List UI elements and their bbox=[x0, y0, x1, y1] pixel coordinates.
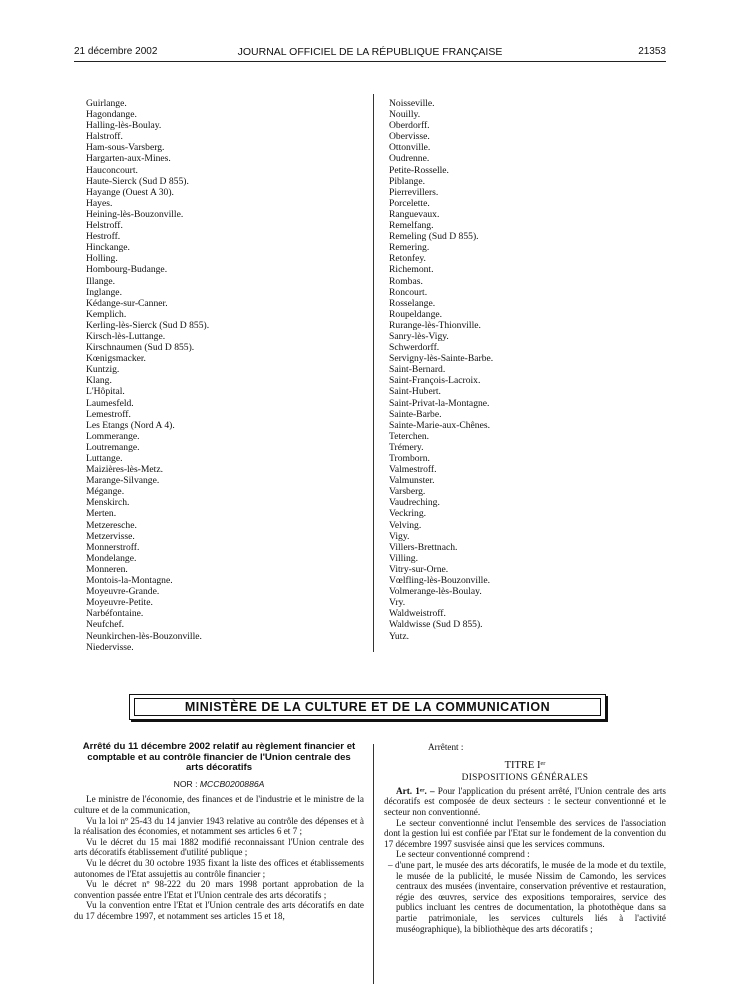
visa-paragraph: Vu la convention entre l'Etat et l'Union centrale des arts décoratifs en date du 17 décembre 1997, et notamment ses articles 15 et 18, bbox=[74, 900, 364, 921]
column-divider-bottom bbox=[373, 744, 374, 984]
commune-item: Luttange. bbox=[86, 453, 123, 464]
arretent-label: Arrêtent : bbox=[428, 742, 464, 752]
commune-item: Saint-Hubert. bbox=[389, 386, 441, 398]
commune-item: Pierrevillers. bbox=[389, 186, 439, 198]
commune-item: Oberdorff. bbox=[389, 120, 430, 132]
commune-item: Petite-Rosselle. bbox=[389, 164, 449, 176]
commune-item: Menskirch. bbox=[86, 497, 130, 509]
commune-item: Illange. bbox=[86, 275, 116, 287]
arrete-left-column bbox=[74, 742, 364, 922]
commune-item: Retonfey. bbox=[389, 253, 426, 265]
nor-reference bbox=[74, 779, 364, 790]
commune-item: Teterchen. bbox=[389, 430, 430, 442]
commune-item: Metzeresche. bbox=[86, 519, 137, 531]
page-number: 21353 bbox=[638, 46, 666, 57]
commune-item: Hombourg-Budange. bbox=[86, 264, 168, 276]
visas-block bbox=[74, 794, 364, 921]
commune-item: Sainte-Barbe. bbox=[389, 408, 442, 420]
commune-item: Richemont. bbox=[389, 264, 434, 276]
commune-item: Neunkirchen-lès-Bouzonville. bbox=[86, 630, 202, 642]
commune-item: Rombas. bbox=[389, 275, 423, 287]
commune-item: Klang. bbox=[86, 375, 112, 387]
commune-item: Monneren. bbox=[86, 563, 128, 575]
commune-item: Kirschnaumen (Sud D 855). bbox=[86, 342, 195, 354]
commune-item: Hauconcourt. bbox=[86, 164, 138, 176]
commune-item: Noisseville. bbox=[389, 98, 435, 109]
commune-item: Moyeuvre-Grande. bbox=[86, 586, 160, 598]
visa-paragraph: Vu le décret nº 98-222 du 20 mars 1998 portant approbation de la convention passée entre l'Etat et l'Union centrale des arts décoratifs ; bbox=[74, 879, 364, 900]
commune-item: Volmerange-lès-Boulay. bbox=[389, 586, 482, 598]
commune-item: Guirlange. bbox=[86, 98, 127, 109]
column-divider-top bbox=[373, 94, 374, 652]
header-date: 21 décembre 2002 bbox=[74, 46, 158, 57]
commune-item: Halling-lès-Boulay. bbox=[86, 120, 162, 132]
commune-item: Remelfang. bbox=[389, 220, 434, 232]
commune-item: Hinckange. bbox=[86, 242, 130, 254]
article-1-paragraph bbox=[384, 786, 666, 818]
commune-item: Vry. bbox=[389, 597, 406, 609]
commune-item: Helstroff. bbox=[86, 220, 123, 232]
commune-item: Hestroff. bbox=[86, 231, 121, 243]
commune-item: Hayes. bbox=[86, 197, 113, 209]
commune-item: Merten. bbox=[86, 508, 117, 520]
visa-paragraph: Vu le décret du 30 octobre 1935 fixant la liste des offices et établissements autonomes de l'Etat assujettis au contrôle financier ; bbox=[74, 857, 364, 879]
commune-item: Vigy. bbox=[389, 530, 410, 542]
arrete-title: Arrêté du 11 décembre 2002 relatif au règlement financier et comptable et au contrôle financier de l'Union centrale des arts décoratifs bbox=[82, 741, 356, 774]
commune-item: Moyeuvre-Petite. bbox=[86, 597, 153, 609]
commune-item: Obervisse. bbox=[389, 131, 430, 143]
commune-item: Tromborn. bbox=[389, 453, 430, 464]
dash-item-musees: – d'une part, le musée des arts décoratifs, le musée de la mode et du textile, le musée de la publicité, le musée Nissim de Camondo, les services centraux des musées (inventaire, conservation préventive et restauration, régie des œuvres, service des expositions temporaires, service des publics incluant les centres de documentation, la photothèque dans sa partie patrimoniale, les services culturels liés à l'activité muséographique), la bibliothèque des arts décoratifs ; bbox=[388, 859, 666, 934]
commune-item: Yutz. bbox=[389, 630, 409, 642]
commune-item: Ottonville. bbox=[389, 142, 431, 154]
commune-item: Ham-sous-Varsberg. bbox=[86, 142, 165, 154]
commune-item: Vaudreching. bbox=[389, 497, 440, 509]
commune-item: Halstroff. bbox=[86, 131, 123, 143]
arrete-right-column bbox=[384, 742, 666, 934]
commune-item: Inglange. bbox=[86, 286, 122, 298]
commune-item: Saint-Privat-la-Montagne. bbox=[389, 397, 490, 409]
commune-item: Servigny-lès-Sainte-Barbe. bbox=[389, 353, 494, 365]
commune-item: Lommerange. bbox=[86, 430, 140, 442]
commune-item: Les Etangs (Nord A 4). bbox=[86, 419, 175, 431]
commune-item: Kédange-sur-Canner. bbox=[86, 297, 168, 309]
ministry-banner bbox=[129, 694, 606, 720]
journal-title: JOURNAL OFFICIEL DE LA RÉPUBLIQUE FRANÇAISE bbox=[237, 46, 503, 58]
dispositions-heading: DISPOSITIONS GÉNÉRALES bbox=[461, 773, 589, 784]
commune-item: Kœnigsmacker. bbox=[86, 353, 146, 365]
commune-item: Schwerdorff. bbox=[389, 342, 440, 354]
commune-item: Metzervisse. bbox=[86, 530, 135, 542]
page-header bbox=[74, 46, 666, 60]
commune-item: Kerling-lès-Sierck (Sud D 855). bbox=[86, 319, 210, 331]
commune-item: Holling. bbox=[86, 253, 118, 265]
commune-item: Mondelange. bbox=[86, 552, 137, 564]
commune-item: Ranguevaux. bbox=[389, 208, 440, 220]
commune-item: Varsberg. bbox=[389, 486, 426, 498]
commune-item: Roncourt. bbox=[389, 286, 428, 298]
commune-item: Kirsch-lès-Luttange. bbox=[86, 330, 166, 342]
commune-item: Mégange. bbox=[86, 486, 125, 498]
commune-item: Hargarten-aux-Mines. bbox=[86, 153, 171, 165]
commune-item: Remeling (Sud D 855). bbox=[389, 231, 479, 243]
commune-item: Waldwisse (Sud D 855). bbox=[389, 619, 483, 631]
commune-item: Neufchef. bbox=[86, 619, 125, 631]
commune-item: Sanry-lès-Vigy. bbox=[389, 330, 449, 342]
commune-item: Saint-Bernard. bbox=[389, 364, 446, 376]
nor-code: MCCB0200886A bbox=[199, 778, 265, 789]
commune-item: Villers-Brettnach. bbox=[389, 541, 458, 553]
commune-item: Laumesfeld. bbox=[86, 397, 134, 409]
commune-item: Roupeldange. bbox=[389, 308, 443, 320]
commune-item: Hagondange. bbox=[86, 109, 137, 121]
commune-item: Rurange-lès-Thionville. bbox=[389, 319, 481, 331]
commune-item: Narbéfontaine. bbox=[86, 608, 144, 620]
commune-item: Loutremange. bbox=[86, 441, 140, 453]
commune-item: Veckring. bbox=[389, 508, 427, 520]
commune-item: Kuntzig. bbox=[86, 364, 120, 376]
commune-item: Vitry-sur-Orne. bbox=[389, 563, 449, 575]
commune-item: Heining-lès-Bouzonville. bbox=[86, 208, 184, 220]
paragraph-secteur-conventionne: Le secteur conventionné inclut l'ensemble des services de l'association dont la gestion lui est confiée par l'Etat sur le fondement de la convention du 17 décembre 1997 susvisée ainsi que les services communs. bbox=[384, 817, 666, 849]
commune-item: L'Hôpital. bbox=[86, 386, 125, 398]
article-1-text: Pour l'application du présent arrêté, l'Union centrale des arts décoratifs est composée de deux secteurs : le secteur conventionné et le secteur non conventionné. bbox=[384, 785, 666, 817]
commune-item: Vœlfling-lès-Bouzonville. bbox=[389, 575, 490, 587]
commune-item: Sainte-Marie-aux-Chênes. bbox=[389, 419, 490, 431]
header-rule bbox=[74, 61, 666, 62]
paragraph-comprend: Le secteur conventionné comprend : bbox=[396, 849, 530, 860]
commune-item: Saint-François-Lacroix. bbox=[389, 375, 481, 387]
commune-item: Valmestroff. bbox=[389, 464, 437, 476]
commune-item: Haute-Sierck (Sud D 855). bbox=[86, 175, 189, 187]
ministry-banner-title: MINISTÈRE DE LA CULTURE ET DE LA COMMUNICATION bbox=[134, 698, 601, 716]
visa-paragraph: Le ministre de l'économie, des finances et de l'industrie et le ministre de la culture et de la communication, bbox=[74, 794, 364, 815]
nor-label: NOR : bbox=[173, 778, 198, 789]
commune-item: Lemestroff. bbox=[86, 408, 131, 420]
commune-item: Piblange. bbox=[389, 175, 425, 187]
commune-item: Villing. bbox=[389, 552, 419, 564]
commune-item: Porcelette. bbox=[389, 197, 430, 209]
commune-item: Velving. bbox=[389, 519, 422, 531]
commune-item: Montois-la-Montagne. bbox=[86, 575, 173, 587]
commune-item: Oudrenne. bbox=[389, 153, 430, 165]
commune-item: Nouilly. bbox=[389, 109, 421, 121]
commune-item: Rosselange. bbox=[389, 297, 436, 309]
commune-item: Hayange (Ouest A 30). bbox=[86, 186, 174, 198]
commune-item: Marange-Silvange. bbox=[86, 475, 160, 487]
communes-list-right bbox=[389, 98, 493, 642]
commune-item: Waldweistroff. bbox=[389, 608, 446, 620]
article-1-label: Art. 1ᵉʳ. – bbox=[396, 785, 435, 796]
visa-paragraph: Vu la loi nº 25-43 du 14 janvier 1943 relative au contrôle des dépenses et à la réalisation des économies, et notamment ses articles 6 et 7 ; bbox=[74, 815, 364, 837]
titre-heading: TITRE Iᵉʳ bbox=[504, 759, 546, 771]
commune-item: Maizières-lès-Metz. bbox=[86, 464, 163, 476]
visa-paragraph: Vu le décret du 15 mai 1882 modifié reconnaissant l'Union centrale des arts décoratifs établissement d'utilité publique ; bbox=[74, 836, 364, 858]
commune-item: Kemplich. bbox=[86, 308, 127, 320]
commune-item: Monnerstroff. bbox=[86, 541, 140, 553]
commune-item: Trémery. bbox=[389, 441, 424, 453]
commune-item: Valmunster. bbox=[389, 475, 435, 487]
commune-item: Remering. bbox=[389, 242, 430, 254]
communes-list-left bbox=[86, 98, 209, 653]
commune-item: Niedervisse. bbox=[86, 641, 134, 653]
